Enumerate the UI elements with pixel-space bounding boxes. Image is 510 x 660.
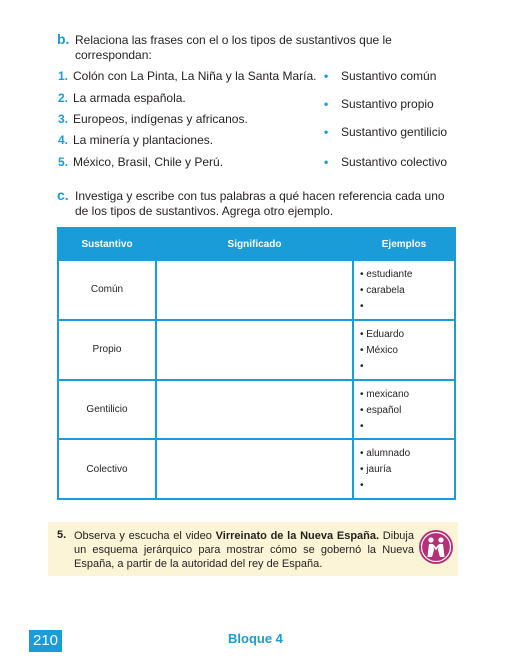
section-c-letter: c.	[57, 187, 69, 203]
ejemplos-cell[interactable]	[353, 380, 455, 440]
section-b-letter: b.	[57, 31, 70, 47]
group-work-icon	[419, 530, 453, 564]
item-text: La minería y plantaciones.	[73, 133, 214, 147]
column-header: Sustantivo	[58, 228, 156, 260]
option-item	[324, 97, 434, 111]
bullet-icon: •	[324, 97, 329, 111]
option-text: Sustantivo propio	[341, 97, 434, 111]
example-item: • alumnado	[360, 448, 411, 460]
tipo-cell: Colectivo	[58, 439, 156, 499]
activity-box	[48, 522, 458, 576]
example-item: •	[360, 360, 364, 372]
page-number: 210	[29, 630, 62, 652]
example-item: • carabela	[360, 285, 405, 296]
instruction-line: Investiga y escribe con tus palabras a qué hacen referencia cada uno	[75, 189, 445, 203]
example-item: • México	[360, 344, 398, 356]
example-item: • español	[360, 404, 402, 416]
section-c-instruction	[75, 189, 445, 219]
table-row	[58, 260, 455, 320]
option-text: Sustantivo gentilicio	[341, 125, 448, 139]
item-number: 3.	[58, 112, 69, 126]
table-row	[58, 320, 455, 380]
table-row	[58, 439, 455, 499]
item-number: 5.	[58, 155, 69, 169]
list-item	[58, 112, 248, 126]
list-item	[58, 133, 213, 147]
bullet-icon: •	[324, 155, 329, 169]
activity-number: 5.	[57, 529, 67, 541]
ejemplos-cell[interactable]	[353, 439, 455, 499]
bullet-icon: •	[324, 69, 329, 83]
example-item: •	[360, 420, 364, 432]
activity-rest: Dibuja un esquema jerárquico para mostrar cómo se gobernó la Nueva España, a partir de la autoridad del rey de España.	[74, 530, 414, 570]
activity-pre: Observa y escucha el video	[74, 530, 216, 542]
instruction-line: de los tipos de sustantivos. Agrega otro ejemplo.	[75, 204, 334, 218]
significado-cell[interactable]	[156, 380, 353, 440]
section-b-instruction	[75, 33, 392, 63]
instruction-line: correspondan:	[75, 48, 152, 62]
example-item: •	[360, 301, 364, 312]
item-text: La armada española.	[73, 91, 186, 105]
ejemplos-cell[interactable]	[353, 260, 455, 320]
tipo-cell: Gentilicio	[58, 380, 156, 440]
item-text: México, Brasil, Chile y Perú.	[73, 155, 224, 169]
sustantivos-table	[57, 227, 456, 500]
example-item: • mexicano	[360, 388, 410, 400]
example-item: • estudiante	[360, 269, 413, 280]
ejemplos-cell[interactable]	[353, 320, 455, 380]
list-item	[58, 91, 186, 105]
example-item: • Eduardo	[360, 328, 405, 340]
activity-text	[74, 529, 414, 571]
block-label: Bloque 4	[228, 631, 283, 646]
item-text: Europeos, indígenas y africanos.	[73, 112, 248, 126]
option-item	[324, 155, 447, 169]
instruction-line: Relaciona las frases con el o los tipos de sustantivos que le	[75, 33, 392, 47]
table-header-row	[58, 228, 455, 260]
column-header: Ejemplos	[353, 228, 455, 260]
table-row	[58, 380, 455, 440]
item-number: 2.	[58, 91, 69, 105]
item-number: 4.	[58, 133, 69, 147]
bullet-icon: •	[324, 125, 329, 139]
list-item	[58, 155, 223, 169]
option-text: Sustantivo colectivo	[341, 155, 448, 169]
video-title: Virreinato de la Nueva España.	[215, 530, 380, 542]
column-header: Significado	[156, 228, 353, 260]
significado-cell[interactable]	[156, 260, 353, 320]
example-item: • jauría	[360, 464, 392, 476]
example-item: •	[360, 480, 364, 492]
option-item	[324, 69, 436, 83]
item-number: 1.	[58, 69, 69, 83]
significado-cell[interactable]	[156, 439, 353, 499]
significado-cell[interactable]	[156, 320, 353, 380]
item-text: Colón con La Pinta, La Niña y la Santa María.	[73, 69, 317, 83]
tipo-cell: Propio	[58, 320, 156, 380]
tipo-cell: Común	[58, 260, 156, 320]
option-item	[324, 125, 447, 139]
option-text: Sustantivo común	[341, 69, 437, 83]
list-item	[58, 69, 316, 83]
